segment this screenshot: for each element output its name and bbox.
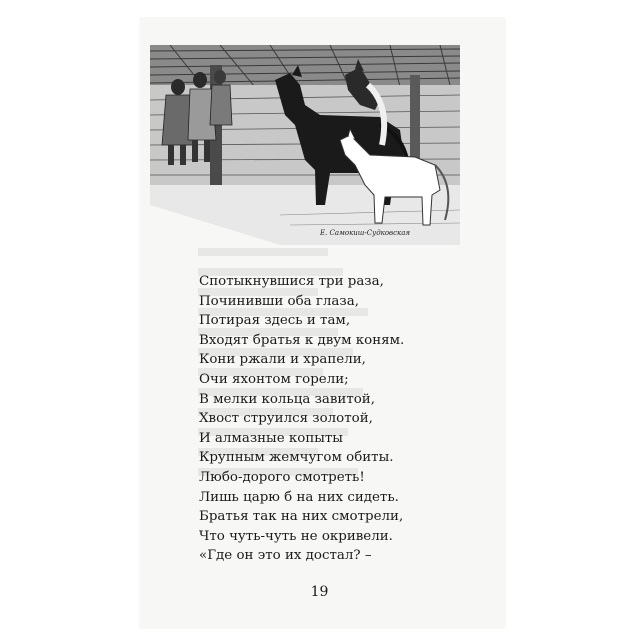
poem-line: Кони ржали и храпели, bbox=[199, 352, 366, 368]
poem-line: Братья так на них смотрели, bbox=[199, 509, 404, 525]
illustration-signature: Е. Самокиш-Судковская bbox=[320, 229, 411, 237]
poem-line: Починивши оба глаза, bbox=[199, 293, 359, 309]
page-number: 19 bbox=[310, 584, 329, 600]
poem-line: Крупным жемчугом обиты. bbox=[199, 450, 394, 466]
poem-line: В мелки кольца завитой, bbox=[199, 391, 375, 407]
poem-line: «Где он это их достал? – bbox=[199, 548, 372, 564]
poem-text bbox=[199, 272, 404, 566]
horses-illustration bbox=[150, 45, 460, 245]
poem-line: Входят братья к двум коням. bbox=[199, 332, 405, 348]
poem-line: Хвост струился золотой, bbox=[199, 411, 373, 427]
poem-line: Очи яхонтом горели; bbox=[199, 371, 349, 387]
poem-line: Спотыкнувшися три раза, bbox=[199, 274, 384, 289]
poem-line: Что чуть-чуть не окривели. bbox=[199, 528, 393, 544]
poem-line: Потирая здесь и там, bbox=[199, 313, 351, 329]
poem-line: И алмазные копыты bbox=[199, 430, 343, 446]
poem-line: Лишь царю б на них сидеть. bbox=[199, 489, 399, 505]
poem-line: Любо-дорого смотреть! bbox=[199, 469, 365, 485]
